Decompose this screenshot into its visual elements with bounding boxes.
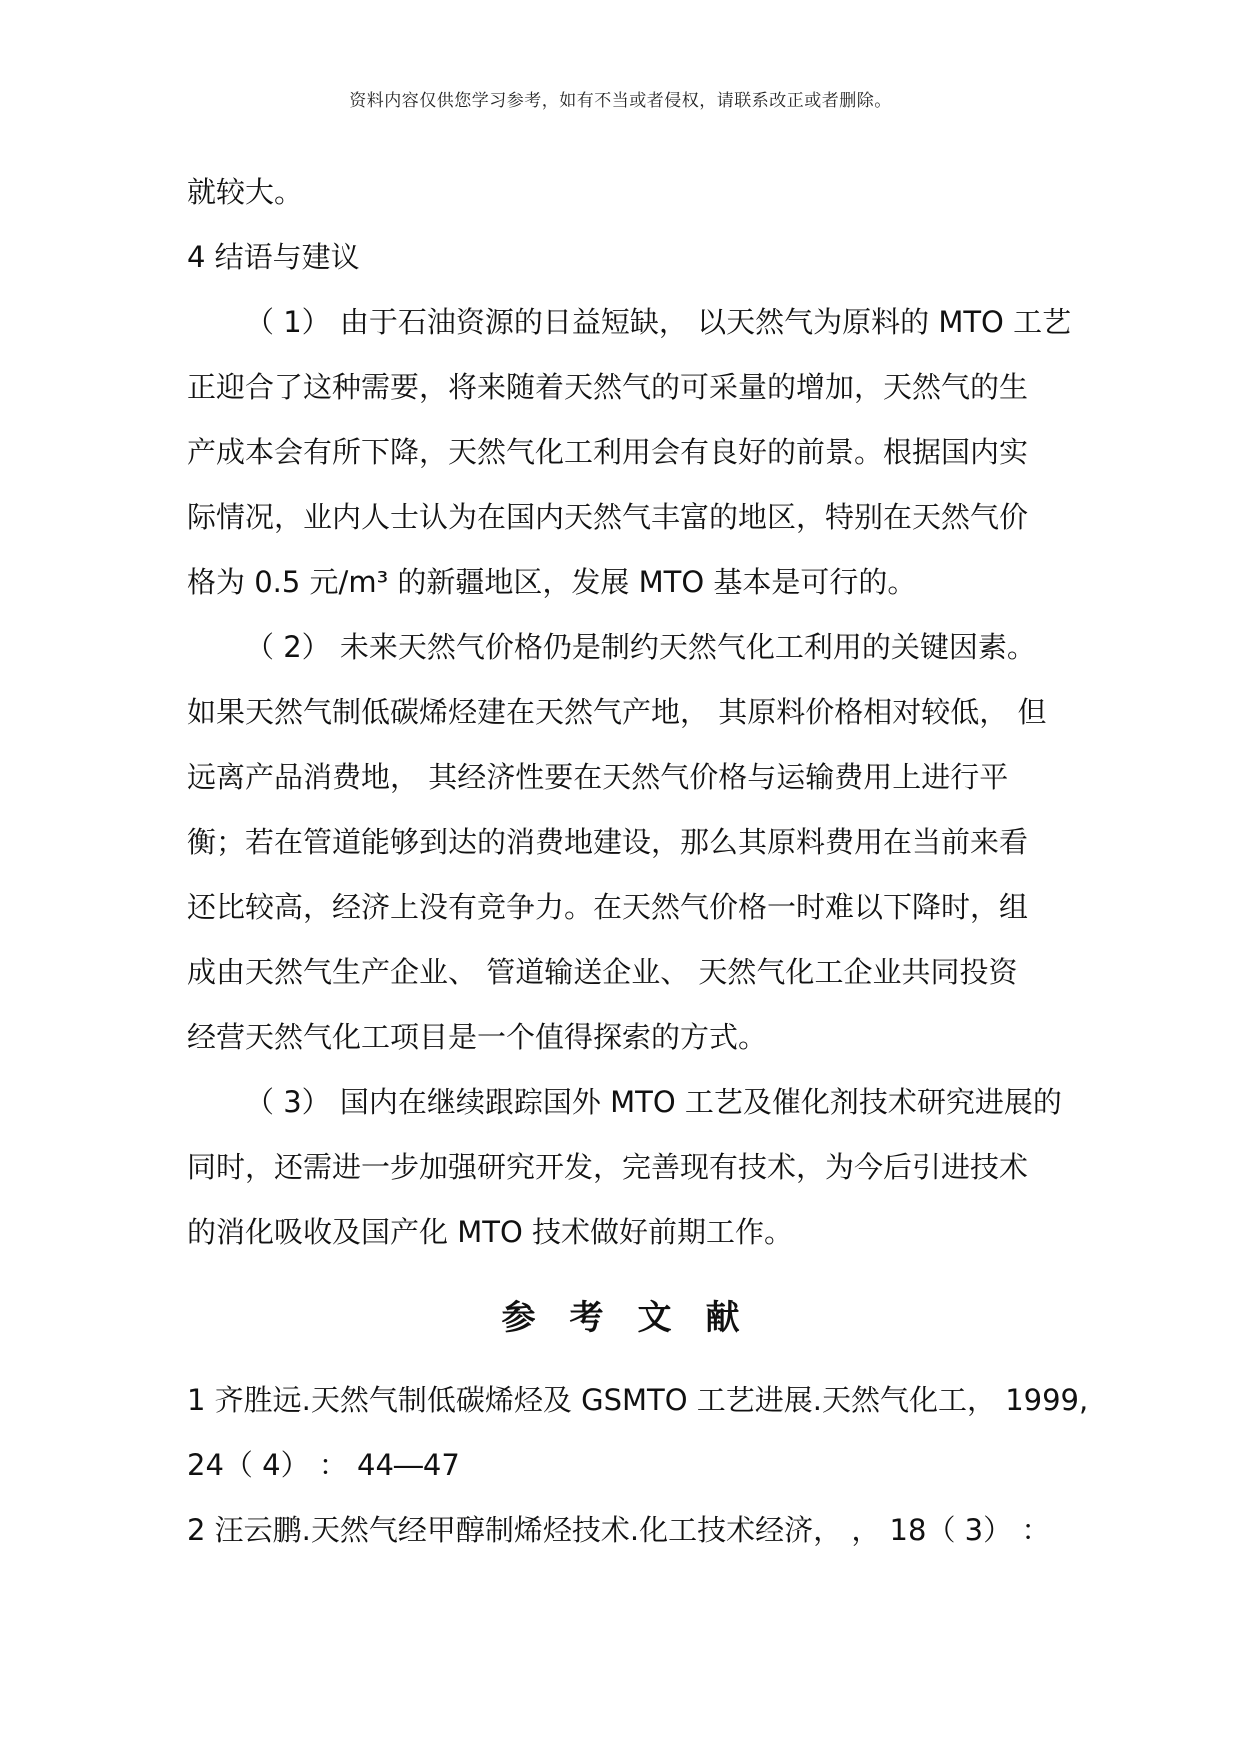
paragraph-line: 经营天然气化工项目是一个值得探索的方式。 — [187, 1020, 768, 1054]
paragraph-1 — [187, 290, 1072, 615]
reference-item: 24（ 4） ： 44―47 — [187, 1448, 460, 1482]
paragraph-line: 产成本会有所下降，天然气化工利用会有良好的前景。根据国内实 — [187, 435, 1029, 469]
lead-in-line: 就较大。 — [187, 175, 304, 209]
paragraph-line: 正迎合了这种需要，将来随着天然气的可采量的增加，天然气的生 — [187, 370, 1029, 404]
paragraph-line: 远离产品消费地， 其经济性要在天然气价格与运输费用上进行平 — [187, 760, 1009, 794]
paragraph-line: 如果天然气制低碳烯烃建在天然气产地， 其原料价格相对较低， 但 — [187, 695, 1047, 729]
paragraph-line: 格为 0.5 元/m³ 的新疆地区，发展 MTO 基本是可行的。 — [187, 565, 917, 599]
paragraph-line: 还比较高，经济上没有竞争力。在天然气价格一时难以下降时，组 — [187, 890, 1029, 924]
paragraph-line: 的消化吸收及国产化 MTO 技术做好前期工作。 — [187, 1215, 793, 1249]
paragraph-line: （ 1） 由于石油资源的日益短缺， 以天然气为原料的 MTO 工艺 — [245, 305, 1072, 339]
paragraph-line: 衡；若在管道能够到达的消费地建设，那么其原料费用在当前来看 — [187, 825, 1029, 859]
paragraph-line: 同时，还需进一步加强研究开发，完善现有技术，为今后引进技术 — [187, 1150, 1029, 1184]
paragraph-line: 成由天然气生产企业、 管道输送企业、 天然气化工企业共同投资 — [187, 955, 1018, 989]
references-list — [187, 1368, 1087, 1563]
paragraph-line: 际情况，业内人士认为在国内天然气丰富的地区，特别在天然气价 — [187, 500, 1029, 534]
paragraph-3 — [187, 1070, 1067, 1265]
reference-item: 2 汪云鹏.天然气经甲醇制烯烃技术.化工技术经济， ， 18（ 3） ： — [187, 1513, 1051, 1547]
paragraph-2 — [187, 615, 1067, 1070]
paragraph-line: （ 3） 国内在继续跟踪国外 MTO 工艺及催化剂技术研究进展的 — [245, 1085, 1062, 1119]
section-heading: 4 结语与建议 — [187, 240, 360, 274]
paragraph-line: （ 2） 未来天然气价格仍是制约天然气化工利用的关键因素。 — [245, 630, 1036, 664]
reference-item: 1 齐胜远.天然气制低碳烯烃及 GSMTO 工艺进展.天然气化工， 1999, — [187, 1383, 1089, 1417]
references-title: 参考文献 — [501, 1298, 774, 1338]
header-note: 资料内容仅供您学习参考，如有不当或者侵权，请联系改正或者删除。 — [349, 91, 892, 111]
document-body — [187, 160, 1072, 1265]
